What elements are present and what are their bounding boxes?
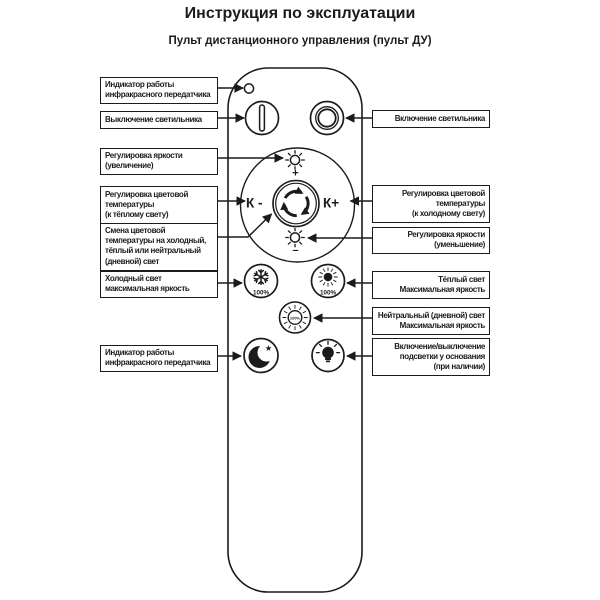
label-line: Смена цветовой [105,226,166,235]
label-line: тёплый или нейтральный [105,246,201,256]
warm-percent-label: 100% [319,289,337,297]
power-off-button [246,102,279,135]
label-line: температуры [435,198,485,208]
cold-max-button [245,265,278,298]
night-mode-button [244,339,278,373]
label-warm-light-max [372,271,490,299]
label-line: Включение/выключение [394,341,485,351]
backlight-button [312,340,344,372]
label-line: Регулировка цветовой [105,189,189,199]
label-line: температуры [105,199,155,209]
label-line: подсветки у основания [399,351,485,361]
label-color-temp-warm [100,186,218,224]
label-light-on [372,110,490,128]
label-base-backlight [372,338,490,376]
neutral-max-button [280,302,311,333]
label-line: (при наличии) [433,361,485,371]
label-cold-light-max [100,271,218,299]
cold-percent-label: 100% [252,289,270,297]
label-line: Включение светильника [394,113,485,123]
label-light-off [100,111,218,129]
page-subtitle: Пульт дистанционного управления (пульт ДУ) [168,35,432,47]
label-line: (к тёплому свету) [105,209,169,219]
label-ir-indicator [100,77,218,105]
label-brightness-up [100,148,218,176]
page-title: Инструкция по эксплуатации [184,5,416,22]
label-line: максимальная яркость [105,284,190,294]
neutral-percent-label: 100% [289,315,301,321]
k-minus-label: К - [246,195,263,211]
warm-max-button [312,265,345,298]
label-line: (уменьшение) [434,240,485,250]
label-line: Выключение светильника [105,114,202,124]
label-color-cycle [100,223,218,271]
power-bar-icon [260,105,265,131]
label-line: Тёплый свет [438,274,485,284]
control-pad [241,148,355,262]
label-brightness-down [372,227,490,255]
label-line: инфракрасного передатчика [105,90,211,100]
power-on-button [311,102,344,135]
label-line: (увеличение) [105,161,154,171]
label-line: (к холодному свету) [412,208,485,218]
label-line: Максимальная яркость [399,320,485,330]
label-line: Регулировка яркости [105,151,183,160]
label-line: Регулировка яркости [407,230,485,239]
k-plus-label: К+ [323,195,340,211]
color-cycle-button [273,181,319,227]
plus-sign: + [292,167,299,180]
label-ir-indicator-bottom [100,345,218,373]
label-line: Нейтральный (дневной) свет [377,310,485,320]
star-icon: ★ [265,345,272,353]
ir-indicator-led [244,84,253,93]
label-line: Максимальная яркость [399,284,485,294]
label-neutral-light-max [372,307,490,335]
minus-sign: – [292,244,299,257]
label-line: Холодный свет [105,274,162,283]
label-line: Регулировка цветовой [401,188,485,198]
label-line: температуры на холодный, [105,236,206,246]
label-color-temp-cold [372,185,490,223]
label-line: (дневной) свет [105,256,160,266]
label-line: инфракрасного передатчика [105,358,211,368]
label-line: Индикатор работы [105,348,174,357]
label-line: Индикатор работы [105,80,174,89]
